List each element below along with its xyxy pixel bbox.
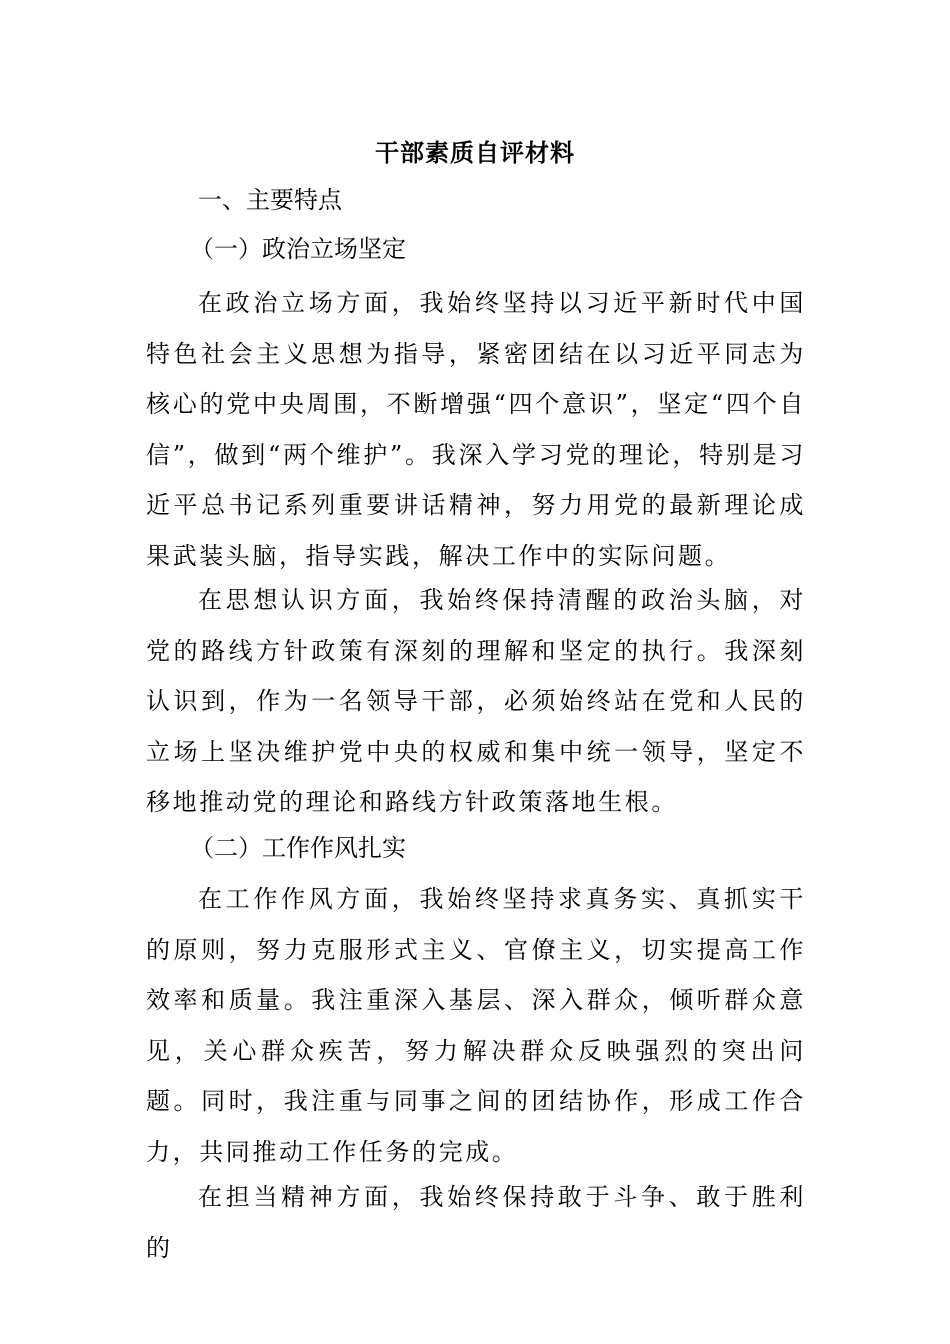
paragraph-work-style: 在工作作风方面，我始终坚持求真务实、真抓实干的原则，努力克服形式主义、官僚主义，切实提高工作效率和质量。我注重深入基层、深入群众，倾听群众意见，关心群众疾苦，努力解决群众反映强烈的突出问题。同时，我注重与同事之间的团结协作，形成工作合力，共同推动工作任务的完成。 <box>146 885 806 1166</box>
paragraph-ideological-understanding: 在思想认识方面，我始终保持清醒的政治头脑，对党的路线方针政策有深刻的理解和坚定的执行。我深刻认识到，作为一名领导干部，必须始终站在党和人民的立场上坚决维护党中央的权威和集中统一领导，坚定不移地推动党的理论和路线方针政策落地生根。 <box>146 586 806 816</box>
paragraph-responsibility-spirit: 在担当精神方面，我始终保持敢于斗争、敢于胜利的 <box>146 1183 806 1262</box>
subsection-heading-political-stance: （一）政治立场坚定 <box>190 235 406 263</box>
section-heading-main-features: 一、主要特点 <box>198 186 342 214</box>
document-title: 干部素质自评材料 <box>375 138 575 167</box>
subsection-heading-work-style: （二）工作作风扎实 <box>190 834 406 862</box>
paragraph-political-stance: 在政治立场方面，我始终坚持以习近平新时代中国特色社会主义思想为指导，紧密团结在以习近平同志为核心的党中央周围，不断增强“四个意识”，坚定“四个自信”，做到“两个维护”。我深入学习党的理论，特别是习近平总书记系列重要讲话精神，努力用党的最新理论成果武装头脑，指导实践，解决工作中的实际问题。 <box>146 289 806 570</box>
